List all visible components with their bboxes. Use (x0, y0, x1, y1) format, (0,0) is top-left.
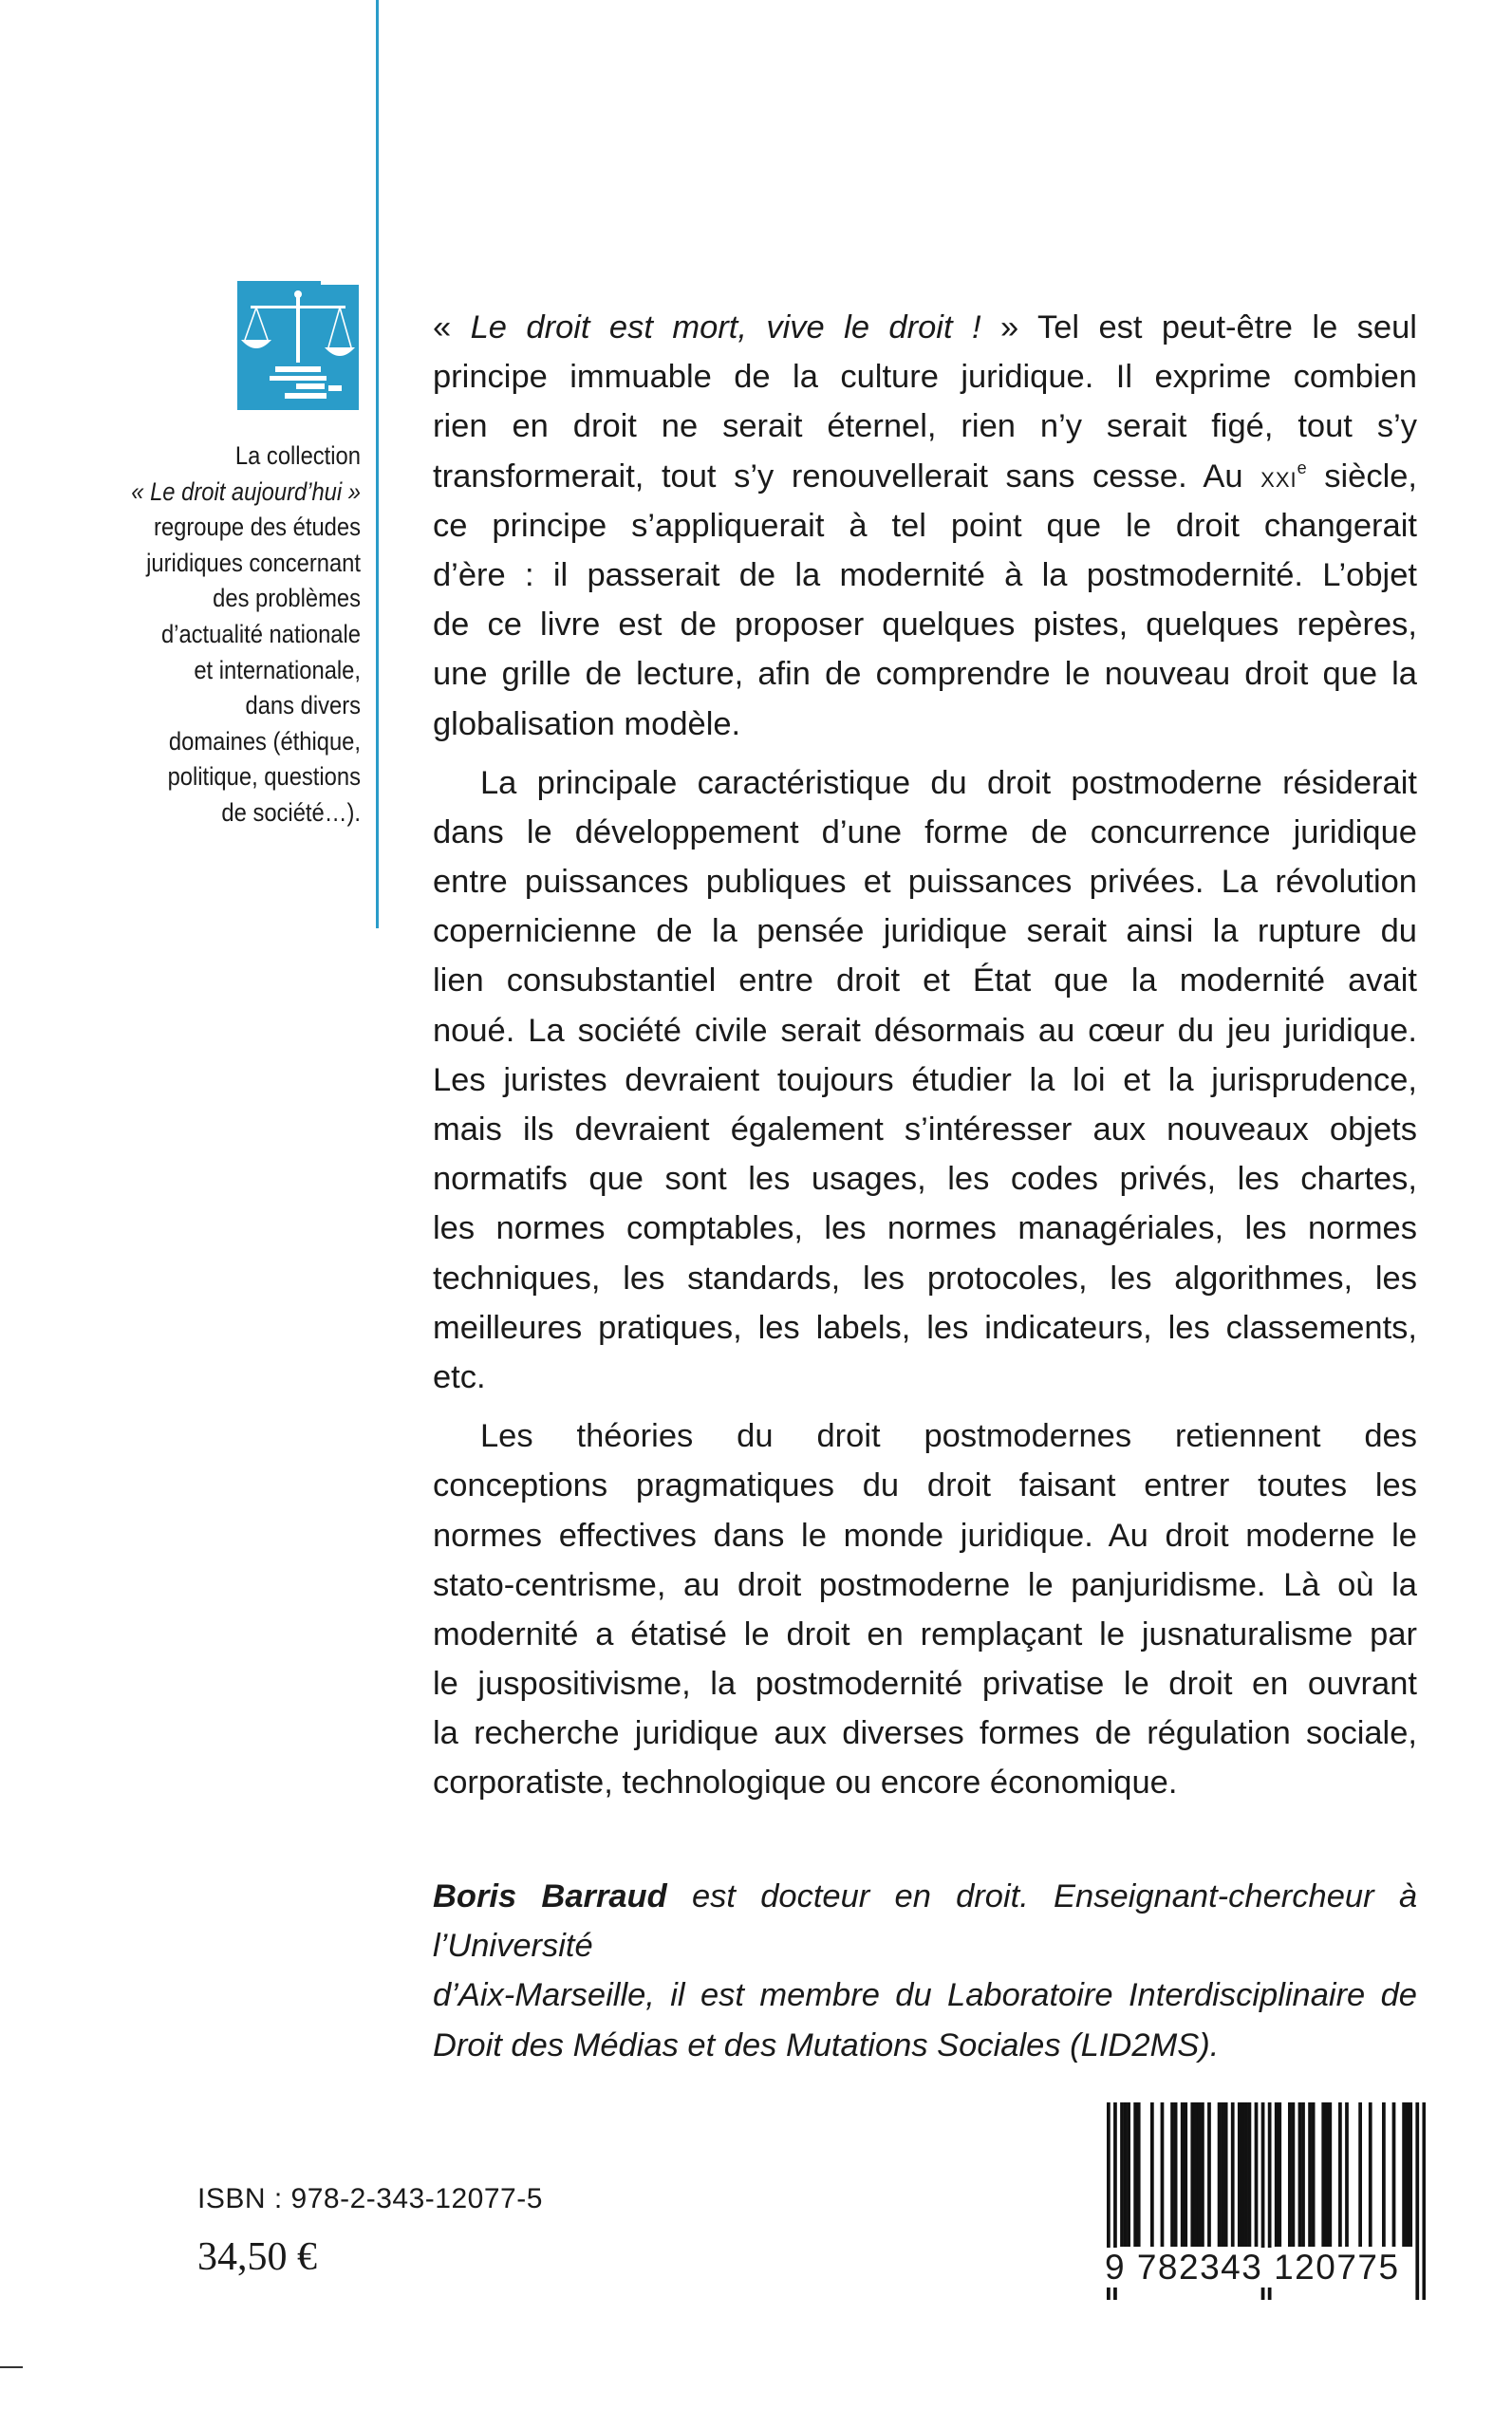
barcode-guard-bar (1415, 2102, 1419, 2300)
author-bio (433, 1872, 1417, 2070)
collection-title: « Le droit aujourd’hui » (131, 476, 361, 506)
barcode-bar (1127, 2102, 1130, 2247)
barcode-bar (1301, 2102, 1305, 2247)
blurb-text: transformerait, tout s’y renouvellerait sans cesse. Au (433, 458, 1261, 495)
blurb-line: meilleures pratiques, les labels, les indicateurs, les classements, (433, 1309, 1417, 1346)
blurb-line: d’ère : il passerait de la modernité à la postmodernité. L’objet (433, 556, 1417, 593)
crop-mark (0, 2366, 23, 2368)
blurb-line: Les juristes devraient toujours étudier la loi et la jurisprudence, (433, 1061, 1417, 1098)
sidebar-line: d’actualité nationale (160, 619, 361, 648)
barcode-bar (1312, 2102, 1316, 2247)
blurb-line: modernité a étatisé le droit en remplaçant le jusnaturalisme par (433, 1615, 1417, 1653)
barcode-bar (1174, 2102, 1178, 2247)
blurb-text: siècle, (1306, 458, 1417, 495)
blurb-text: » Tel est peut-être le seul (980, 309, 1417, 345)
barcode-bar (1218, 2102, 1222, 2247)
century-numeral: XXI (1260, 467, 1297, 492)
barcode-bar (1345, 2102, 1349, 2247)
sidebar-line: juridiques concernant (146, 548, 361, 577)
barcode-bar (1248, 2102, 1252, 2247)
barcode-bar (1184, 2102, 1187, 2247)
barcode-bar (1207, 2102, 1211, 2247)
barcode-bar (1278, 2102, 1281, 2247)
barcode-bar (1150, 2102, 1154, 2247)
price: 34,50 € (197, 2235, 317, 2279)
blurb-line: La principale caractéristique du droit postmoderne résiderait (480, 764, 1417, 801)
barcode-bar (1181, 2102, 1185, 2247)
blurb-line: principe immuable de la culture juridique. Il exprime combien (433, 359, 1417, 396)
quote-mark: « (433, 309, 471, 345)
barcode-guard-bar (1422, 2102, 1426, 2300)
barcode-bar (1244, 2102, 1248, 2247)
collection-description (77, 439, 361, 831)
barcode-bar (1382, 2102, 1386, 2247)
barcode-bar (1255, 2102, 1259, 2247)
barcode-bar (1288, 2102, 1292, 2247)
barcode-bar (1358, 2102, 1362, 2247)
author-name: Boris Barraud (433, 1878, 667, 1914)
blurb-line: le juspositivisme, la postmodernité privatise le droit en ouvrant (433, 1666, 1417, 1703)
barcode-bar (1241, 2102, 1244, 2247)
blurb-line: les normes comptables, les normes managériales, les normes (433, 1210, 1417, 1247)
barcode-bar (1321, 2102, 1325, 2247)
sidebar-line: de société…). (221, 797, 361, 827)
blurb-line (433, 303, 1417, 352)
barcode-bar (1238, 2102, 1241, 2247)
bio-line: d’Aix-Marseille, il est membre du Laboratoire Interdisciplinaire de (433, 1977, 1417, 2014)
sidebar-line: regroupe des études (154, 513, 361, 542)
blurb-line: de ce livre est de proposer quelques pistes, quelques repères, (433, 607, 1417, 644)
blurb-line: une grille de lecture, afin de comprendre le nouveau droit que la (433, 656, 1417, 693)
blurb-line: stato-centrisme, au droit postmoderne le panjuridisme. Là où la (433, 1566, 1417, 1603)
barcode-bar (1325, 2102, 1329, 2247)
barcode-bar (1194, 2102, 1198, 2247)
blurb-line: etc. (433, 1358, 486, 1395)
blurb-line: copernicienne de la pensée juridique serait ainsi la rupture du (433, 913, 1417, 950)
barcode-bar (1197, 2102, 1201, 2247)
century-superscript: e (1297, 458, 1307, 477)
blurb-line: globalisation modèle. (433, 705, 741, 742)
barcode-bar (1275, 2102, 1279, 2247)
sidebar-line: politique, questions (167, 762, 361, 792)
bio-text: est docteur en droit. Enseignant-chercheur à l’Université (433, 1878, 1418, 1965)
barcode-bar (1392, 2102, 1396, 2247)
blurb-line: rien en droit ne serait éternel, rien n’y serait figé, tout s’y (433, 408, 1417, 445)
bio-line: Droit des Médias et des Mutations Sociales (LID2MS). (433, 2026, 1220, 2064)
vertical-rule (376, 0, 379, 928)
sidebar-line: des problèmes (213, 584, 361, 613)
sidebar-line: domaines (éthique, (168, 726, 361, 756)
blurb-line: la recherche juridique aux diverses formes de régulation sociale, (433, 1715, 1417, 1752)
blurb-line: dans le développement d’une forme de concurrence juridique (433, 813, 1417, 850)
bio-line (433, 1872, 1417, 1970)
book-blurb (433, 303, 1417, 1808)
isbn: ISBN : 978-2-343-12077-5 (197, 2183, 543, 2214)
sidebar-line: La collection (234, 441, 361, 470)
barcode-bar (1221, 2102, 1224, 2247)
barcode-bar (1298, 2102, 1302, 2247)
blurb-line: normatifs que sont les usages, les codes privés, les chartes, (433, 1161, 1417, 1198)
barcode-bar (1338, 2102, 1342, 2247)
blurb-line (433, 452, 1417, 501)
blurb-line: noué. La société civile serait désormais au cœur du jeu juridique. (433, 1012, 1417, 1049)
barcode-bar (1308, 2102, 1312, 2247)
barcode-bar (1224, 2102, 1228, 2247)
opening-quote: Le droit est mort, vive le droit ! (470, 309, 981, 345)
barcode-bar (1409, 2102, 1412, 2247)
blurb-line: ce principe s’appliquerait à tel point que le droit changerait (433, 507, 1417, 544)
blurb-line: Les théories du droit postmodernes retiennent des (480, 1418, 1417, 1455)
blurb-line: mais ils devraient également s’intéresser aux nouveaux objets (433, 1111, 1417, 1148)
barcode-bar (1190, 2102, 1194, 2247)
barcode-bar (1402, 2102, 1406, 2247)
barcode-bar (1133, 2102, 1137, 2247)
barcode-bar (1120, 2102, 1124, 2247)
barcode-digits: 9 782343 120775 (1105, 2248, 1404, 2288)
barcode-bar (1201, 2102, 1204, 2247)
blurb-line: techniques, les standards, les protocoles, les algorithmes, les (433, 1260, 1417, 1297)
sidebar-line (77, 475, 361, 511)
barcode-bar (1292, 2102, 1296, 2247)
barcode-bar (1369, 2102, 1372, 2247)
blurb-line: normes effectives dans le monde juridique. Au droit moderne le (433, 1517, 1417, 1554)
barcode-bar (1137, 2102, 1141, 2247)
barcode-bar (1170, 2102, 1174, 2247)
scales-of-justice-logo (237, 281, 359, 410)
barcode-bar (1231, 2102, 1235, 2247)
sidebar-line: dans divers (245, 691, 361, 720)
blurb-line: conceptions pragmatiques du droit faisant entrer toutes les (433, 1467, 1417, 1504)
blurb-line: entre puissances publiques et puissances privées. La révolution (433, 864, 1417, 901)
barcode-bar (1161, 2102, 1165, 2247)
blurb-line: corporatiste, technologique ou encore économique. (433, 1765, 1178, 1802)
sidebar-line: et internationale, (194, 655, 361, 684)
barcode-bar (1406, 2102, 1409, 2247)
blurb-line: lien consubstantiel entre droit et État que la modernité avait (433, 962, 1417, 999)
barcode-bar (1124, 2102, 1128, 2247)
barcode-bar (1328, 2102, 1332, 2247)
